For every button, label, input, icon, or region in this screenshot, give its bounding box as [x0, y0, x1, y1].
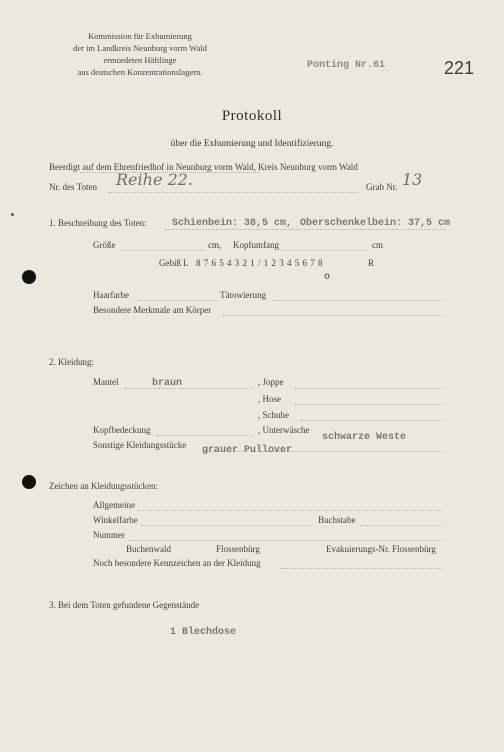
page-subtitle: über die Exhumierung und Identifizierung. [170, 139, 334, 149]
number-label: Nummer [93, 530, 125, 540]
coat-line [124, 388, 252, 389]
section1-heading: 1. Beschreibung des Toten: [49, 218, 147, 228]
teeth-mark: o [324, 272, 331, 283]
grave-number-label: Grab Nr. [366, 182, 398, 192]
oberschenkel-value: Oberschenkelbein: 37,5 cm [300, 218, 451, 229]
header-line-4: aus deutschen Konzentrationslagern. [77, 67, 203, 77]
other-marks-label: Noch besondere Kennzeichen an der Kleidung [93, 558, 261, 568]
tattoo-label: Tätowierung [220, 290, 266, 300]
schienbein-value: Schienbein: 38,5 cm, [172, 218, 293, 229]
headwear-line [156, 435, 252, 436]
jacket-label: , Joppe [258, 377, 284, 387]
teeth-label: Gebiß [159, 258, 181, 268]
section3-heading: 3. Bei dem Toten gefundene Gegenstände [49, 600, 200, 610]
flossenbuerg-label: Flossenbürg [216, 544, 260, 554]
height-line [120, 250, 205, 251]
deceased-number-line [108, 192, 358, 193]
teeth-right-marker: R [368, 258, 375, 268]
shoes-label: , Schuhe [258, 410, 289, 420]
section1-line [165, 229, 445, 230]
underwear-label: , Unterwäsche [258, 425, 310, 435]
found-item: 1 Blechdose [170, 627, 237, 638]
deceased-number-label: Nr. des Toten [49, 182, 97, 192]
triangle-color-label: Winkelfarbe [93, 515, 138, 525]
header-line-2: der im Landkreis Neunburg vorm Wald [73, 43, 207, 53]
head-circumference-unit: cm [372, 240, 383, 250]
letter-label: Buchstabe [318, 515, 356, 525]
reference-separator: … [382, 64, 390, 73]
margin-mark [11, 213, 14, 216]
deceased-number-value: Reihe 22. [116, 170, 193, 189]
teeth-left-marker: L [183, 258, 189, 268]
commission-header [40, 30, 240, 78]
header-line-3: ermordeten Häftlinge [103, 55, 177, 65]
shoes-line [300, 420, 442, 421]
headwear-label: Kopfbedeckung [93, 425, 151, 435]
punch-hole [22, 270, 36, 284]
evacuation-number-label: Evakuierungs-Nr. Flossenbürg [326, 544, 436, 554]
tattoo-line [272, 300, 442, 301]
grave-number-value: 13 [402, 170, 423, 189]
other-marks-line [280, 568, 442, 569]
burial-label: Beerdigt auf dem Ehrenfriedhof in Neunburg vorm Wald, Kreis Neunburg vorm Wald [49, 162, 358, 172]
teeth-chart: 8 7 6 5 4 3 2 1 / 1 2 3 4 5 6 7 8 [196, 258, 324, 268]
hair-color-label: Haarfarbe [93, 290, 129, 300]
height-unit: cm, [208, 240, 222, 250]
document-reference: Ponting Nr.61 [307, 60, 386, 71]
general-line [138, 510, 442, 511]
triangle-color-line [141, 525, 311, 526]
punch-hole-2 [22, 475, 36, 489]
jacket-line [294, 388, 442, 389]
underwear-value: schwarze Weste [322, 432, 407, 443]
head-circumference-label: Kopfumfang [233, 240, 279, 250]
header-line-1: Kommission für Exhumierung [88, 31, 192, 41]
buchenwald-label: Buchenwald [126, 544, 171, 554]
hair-color-line [137, 300, 215, 301]
coat-value: braun [152, 378, 183, 389]
coat-label: Mantel [93, 377, 119, 387]
body-features-label: Besondere Merkmale am Körper [93, 305, 212, 315]
body-features-line [222, 315, 442, 316]
number-line [128, 540, 442, 541]
head-circumference-line [282, 250, 367, 251]
clothing-marks-heading: Zeichen an Kleidungsstücken: [49, 481, 158, 491]
other-clothing-label: Sonstige Kleidungsstücke [93, 440, 187, 450]
letter-line [360, 525, 442, 526]
section2-heading: 2. Kleidung: [49, 357, 94, 367]
page-number: 221 [444, 58, 475, 78]
other-clothing-value: grauer Pullover [202, 445, 293, 456]
general-label: Allgemeine [93, 500, 135, 510]
trousers-label: , Hose [258, 394, 281, 404]
height-label: Größe [93, 240, 116, 250]
page-title: Protokoll [221, 108, 283, 124]
trousers-line [294, 404, 442, 405]
